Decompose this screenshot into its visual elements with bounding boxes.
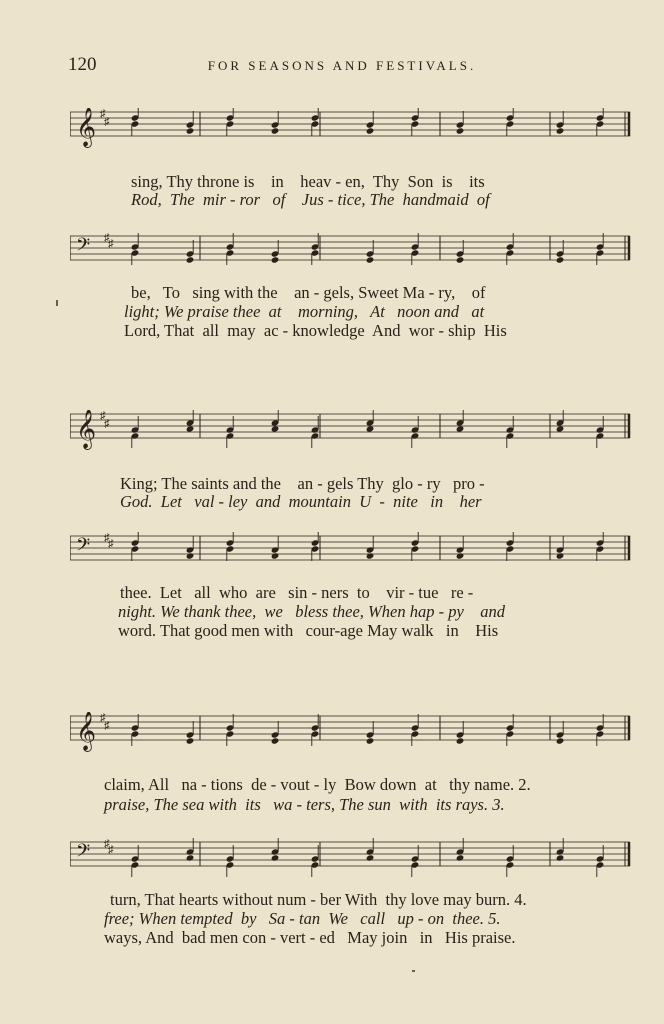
bass-clef: 𝄢 [76,841,91,866]
sharp-sign: ♯ [108,238,114,250]
bass-staff-lines [70,232,635,272]
lyric-line: Lord, That all may ac - knowledge And wor - ship His [124,321,507,340]
lyric-line: thee. Let all who are sin - ners to vir - tue re - [120,583,474,602]
bass-staff [70,532,635,566]
treble-staff-lines [70,410,635,450]
lyric-line: God. Let val - ley and mountain U - nite in her [120,492,482,511]
sharp-sign: ♯ [100,410,106,422]
bass-staff [70,232,635,266]
lyric-line: light; We praise thee at morning, At noon and at [124,302,485,321]
lyric-line: Rod, The mir - ror of Jus - tice, The handmaid of [131,190,490,209]
sharp-sign: ♯ [100,712,106,724]
bass-staff [70,838,635,872]
lyric-line: praise, The sea with its wa - ters, The sun with its rays. 3. [104,795,505,814]
running-title: FOR SEASONS AND FESTIVALS. [207,58,477,73]
lyric-line: sing, Thy throne is in heav - en, Thy Son is its [131,172,485,191]
sharp-sign: ♯ [104,418,110,430]
sharp-sign: ♯ [108,844,114,856]
sharp-sign: ♯ [104,838,110,850]
treble-staff [70,108,635,147]
sharp-sign: ♯ [104,232,110,244]
lyric-line: turn, That hearts without num - ber With thy love may burn. 4. [110,890,527,909]
sharp-sign: ♯ [104,532,110,544]
treble-staff-lines [70,712,635,752]
lyric-line: word. That good men with cour-age May walk in His [118,621,499,640]
sharp-sign: ♯ [104,720,110,732]
lyric-line: ways, And bad men con - vert - ed May join in His praise. [104,928,516,947]
lyric-line: night. We thank thee, we bless thee, When hap - py and [118,602,506,621]
lyric-line: be, To sing with the an - gels, Sweet Ma - ry, of [131,283,486,302]
ink-mark [56,300,58,306]
treble-staff [70,712,635,751]
page-number: 120 [68,54,97,75]
treble-clef: 𝄞 [76,712,97,751]
lyric-line: King; The saints and the an - gels Thy glo - ry pro - [120,474,485,493]
sharp-sign: ♯ [104,116,110,128]
bass-clef: 𝄢 [76,535,91,560]
treble-staff-lines [70,108,635,148]
sharp-sign: ♯ [108,538,114,550]
lyric-line: claim, All na - tions de - vout - ly Bow down at thy name. 2. [104,775,531,794]
treble-clef: 𝄞 [76,108,97,147]
ink-speck [412,970,415,972]
treble-staff [70,410,635,449]
bass-clef: 𝄢 [76,235,91,260]
lyric-line: free; When tempted by Sa - tan We call up - on thee. 5. [104,909,501,928]
bass-staff-lines [70,838,635,878]
treble-clef: 𝄞 [76,410,97,449]
bass-staff-lines [70,532,635,572]
sharp-sign: ♯ [100,108,106,120]
